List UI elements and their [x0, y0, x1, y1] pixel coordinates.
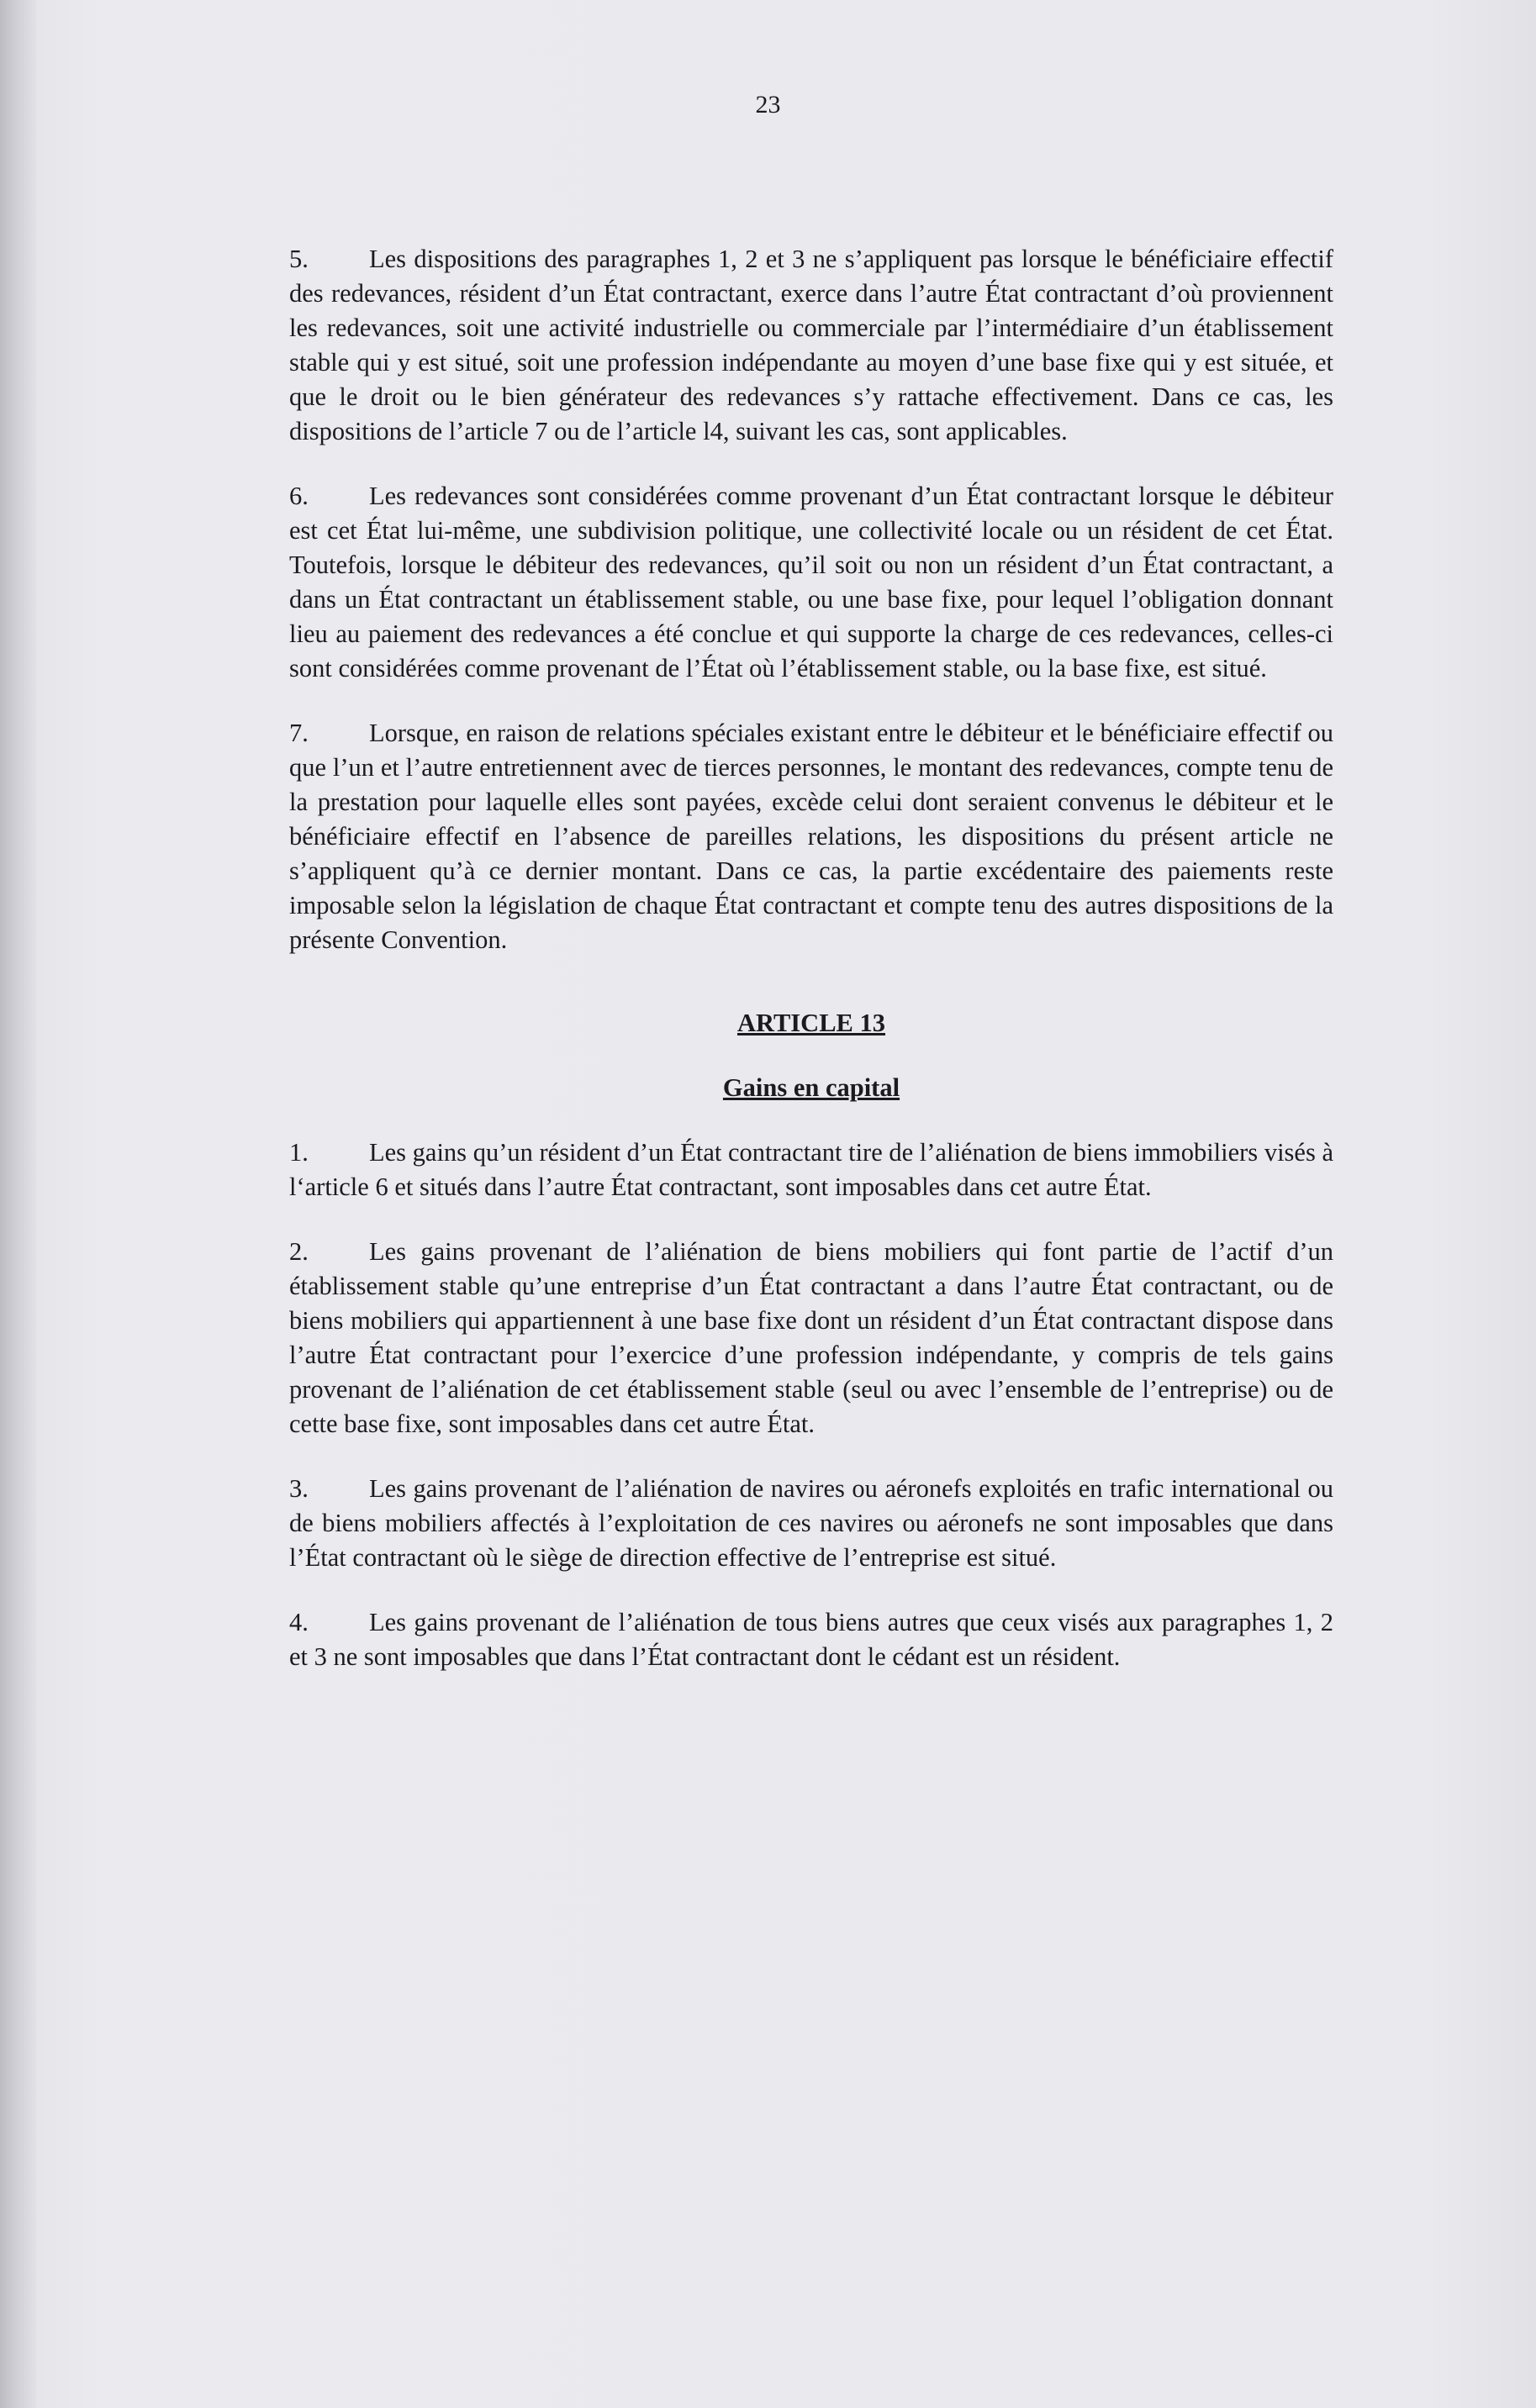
paragraph-text: Les dispositions des paragraphes 1, 2 et 3 ne s’appliquent pas lorsque le bénéficiaire effectif des redevances, résident d’un État contractant, exerce dans l’autre État contractant d’où proviennent les redevances, soit une activité industrielle ou commerciale par l’intermédiaire d’un établissement stable qui y est situé, soit une profession indépendante au moyen d’une base fixe qui y est située, et que le droit ou le bien générateur des redevances s’y rattache effectivement. Dans ce cas, les dispositions de l’article 7 ou de l’article l4, suivant les cas, sont applicables.: [289, 245, 1333, 445]
article-13-paragraph-2: [289, 1235, 1333, 1441]
paragraph-text: Les gains provenant de l’aliénation de biens mobiliers qui font partie de l’actif d’un établissement stable qu’une entreprise d’un État contractant a dans l’autre État contractant, ou de biens mobiliers qui appartiennent à une base fixe dont un résident d’un État contractant dispose dans l’autre État contractant pour l’exercice d’une profession indépendante, y compris de tels gains provenant de l’aliénation de cet établissement stable (seul ou avec l’ensemble de l’entreprise) ou de cette base fixe, sont imposables dans cet autre État.: [289, 1237, 1333, 1438]
paragraph-number: 5.: [289, 245, 309, 273]
paragraph-text: Les gains qu’un résident d’un État contractant tire de l’aliénation de biens immobiliers visés à l‘article 6 et situés dans l’autre État contractant, sont imposables dans cet autre État.: [289, 1138, 1333, 1201]
paragraph-text: Les gains provenant de l’aliénation de tous biens autres que ceux visés aux paragraphes 1, 2 et 3 ne sont imposables que dans l’État contractant dont le cédant est un résident.: [289, 1608, 1333, 1671]
paragraph-number: 7.: [289, 719, 309, 747]
paragraph-number: 6.: [289, 482, 309, 510]
paragraph-7: [289, 716, 1333, 957]
page-body: [289, 242, 1333, 1705]
article-13-paragraph-4: [289, 1605, 1333, 1674]
paragraph-text: Lorsque, en raison de relations spéciales existant entre le débiteur et le bénéficiaire effectif ou que l’un et l’autre entretiennent avec de tierces personnes, le montant des redevances, compte tenu de la prestation pour laquelle elles sont payées, excède celui dont seraient convenus le débiteur et le bénéficiaire effectif en l’absence de pareilles relations, les dispositions du présent article ne s’appliquent qu’à ce dernier montant. Dans ce cas, la partie excédentaire des paiements reste imposable selon la législation de chaque État contractant et compte tenu des autres dispositions de la présente Convention.: [289, 719, 1333, 954]
article-subtitle: Gains en capital: [722, 1073, 900, 1102]
paragraph-number: 1.: [289, 1138, 309, 1167]
article-title: ARTICLE 13: [736, 1009, 886, 1037]
paragraph-number: 4.: [289, 1608, 309, 1636]
paragraph-5: [289, 242, 1333, 449]
page-number: 23: [755, 91, 781, 119]
article-13-paragraph-1: [289, 1136, 1333, 1204]
paragraph-text: Les redevances sont considérées comme provenant d’un État contractant lorsque le débiteur est cet État lui-même, une subdivision politique, une collectivité locale ou un résident de cet État. Toutefois, lorsque le débiteur des redevances, qu’il soit ou non un résident d’un État contractant, a dans un État contractant un établissement stable, ou une base fixe, pour lequel l’obligation donnant lieu au paiement des redevances a été conclue et qui supporte la charge de ces redevances, celles-ci sont considérées comme provenant de l’État où l’établissement stable, ou la base fixe, est situé.: [289, 482, 1333, 682]
paragraph-6: [289, 479, 1333, 686]
paragraph-text: Les gains provenant de l’aliénation de navires ou aéronefs exploités en trafic international ou de biens mobiliers affectés à l’exploitation de ces navires ou aéronefs ne sont imposables que dans l’État contractant où le siège de direction effective de l’entreprise est situé.: [289, 1474, 1333, 1572]
article-13-paragraph-3: [289, 1472, 1333, 1575]
paragraph-number: 3.: [289, 1474, 309, 1503]
paragraph-number: 2.: [289, 1237, 309, 1266]
binding-spine-shadow: [0, 0, 37, 2408]
